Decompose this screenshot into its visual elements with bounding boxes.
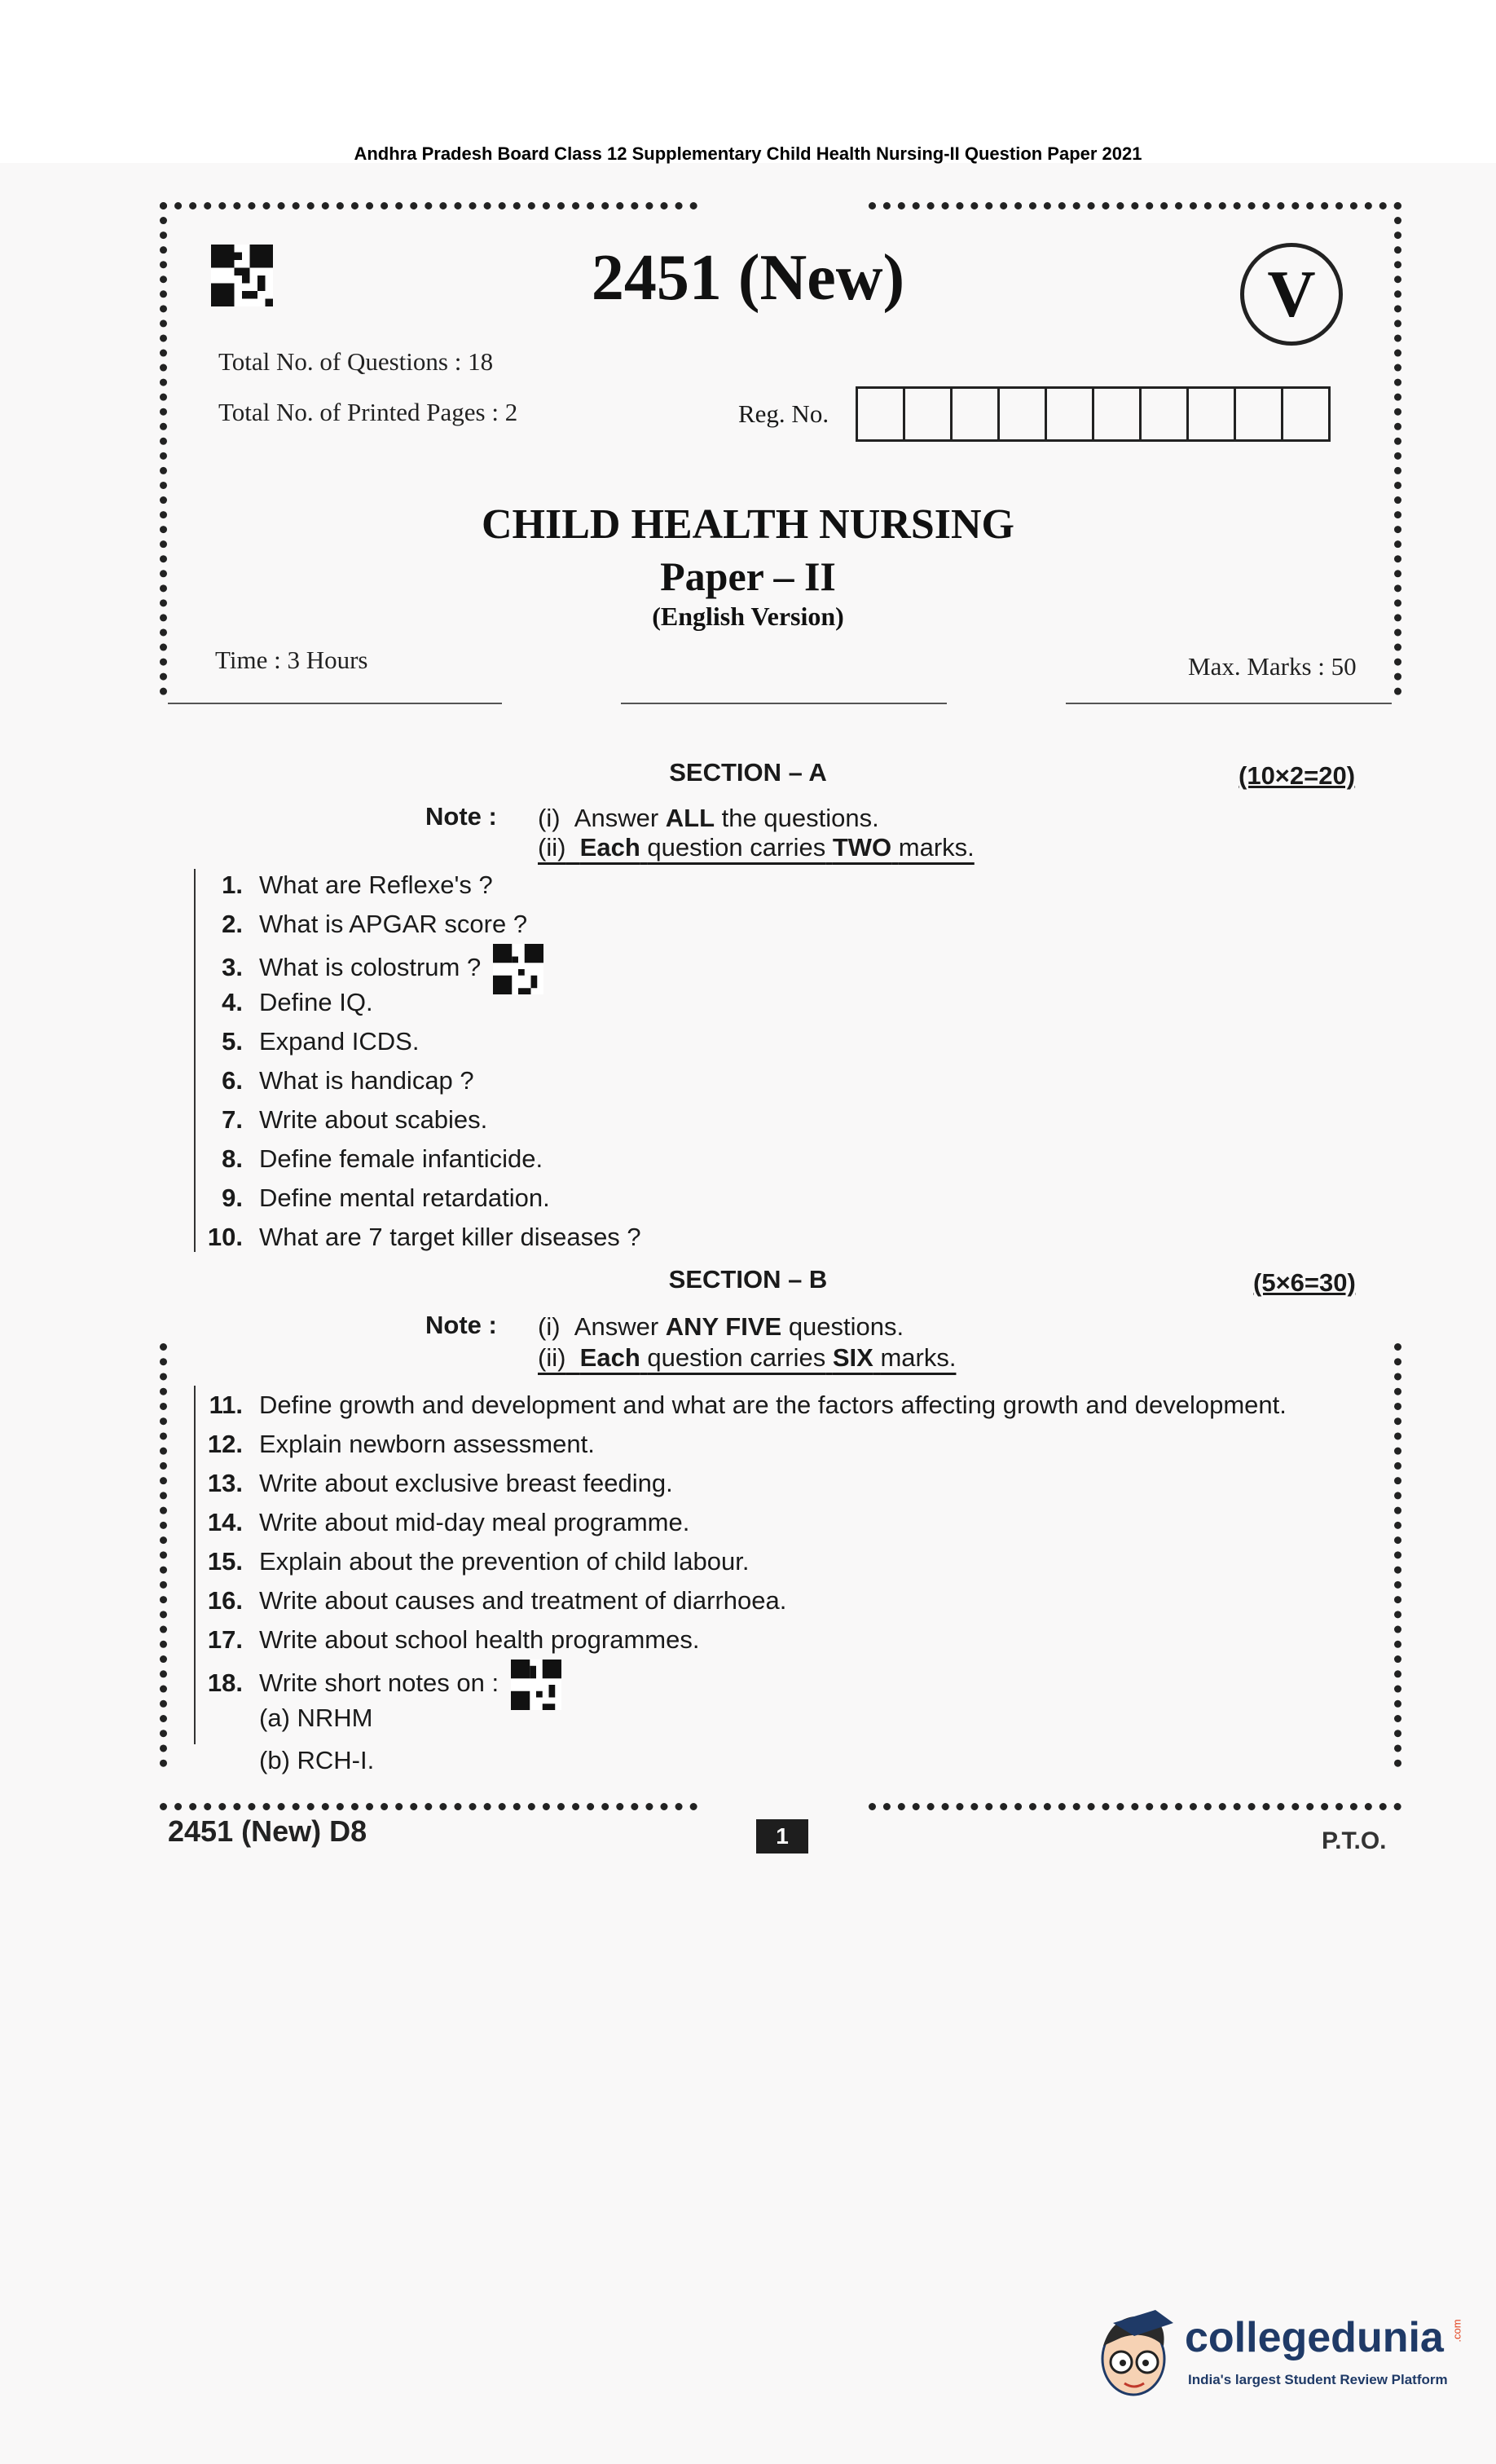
page-number: 1 xyxy=(756,1819,808,1854)
header-rule-left xyxy=(168,703,502,704)
collegedunia-logo[interactable] xyxy=(1089,2305,1472,2403)
brand-name: collegedunia xyxy=(1185,2314,1444,2361)
section-a-note-1: (i) Answer ALL the questions. xyxy=(538,804,879,832)
pto-label: P.T.O. xyxy=(1322,1827,1387,1854)
question-item: 8. Define female infanticide. xyxy=(222,1144,543,1173)
section-b-questions xyxy=(196,1386,1287,1699)
frame-left-border-lower xyxy=(160,1343,167,1767)
question-item: 14. Write about mid-day meal programme. xyxy=(207,1508,690,1536)
question-item: 16. Write about causes and treatment of diarrhoea. xyxy=(207,1586,787,1615)
question-item: 3. What is colostrum ? xyxy=(196,944,641,983)
sub-item-a: (a) NRHM xyxy=(259,1704,373,1732)
language-version: (English Version) xyxy=(652,602,844,631)
section-a-title: SECTION – A xyxy=(669,758,827,787)
section-b-note-1: (i) Answer ANY FIVE questions. xyxy=(538,1312,904,1341)
question-item: 1. What are Reflexe's ? xyxy=(222,871,493,899)
question-item: 17. Write about school health programmes. xyxy=(207,1625,700,1654)
reg-digit-box[interactable] xyxy=(1189,389,1236,439)
version-badge: V xyxy=(1240,243,1343,346)
reg-no-label: Reg. No. xyxy=(738,399,829,428)
brand-dotcom: .com xyxy=(1450,2319,1463,2343)
max-marks: Max. Marks : 50 xyxy=(1188,652,1357,681)
question-item: 2. What is APGAR score ? xyxy=(222,910,528,938)
question-item: 11. Define growth and development and what are the factors affecting growth and development. xyxy=(209,1391,1287,1419)
header-rule-middle xyxy=(621,703,947,704)
section-a-marks: (10×2=20) xyxy=(1239,761,1356,790)
total-pages: Total No. of Printed Pages : 2 xyxy=(218,398,518,426)
reg-no-boxes[interactable] xyxy=(856,386,1331,442)
question-item: 6. What is handicap ? xyxy=(222,1066,474,1095)
section-b-note-label: Note : xyxy=(425,1311,497,1339)
paper-number: Paper – II xyxy=(660,553,836,599)
section-a-note-2: (ii) Each question carries TWO marks. xyxy=(538,833,975,862)
section-a-questions xyxy=(196,866,641,1257)
footer-paper-code: 2451 (New) D8 xyxy=(168,1814,367,1848)
reg-digit-box[interactable] xyxy=(1094,389,1142,439)
sub-item-b: (b) RCH-I. xyxy=(259,1746,375,1774)
question-item: 15. Explain about the prevention of child labour. xyxy=(207,1547,750,1576)
document-title: Andhra Pradesh Board Class 12 Supplementary Child Health Nursing-II Question Paper 2021 xyxy=(354,143,1142,164)
section-a-note-label: Note : xyxy=(425,802,497,831)
frame-bottom-right-border xyxy=(869,1803,1401,1810)
section-b-note-2: (ii) Each question carries SIX marks. xyxy=(538,1343,957,1372)
reg-digit-box[interactable] xyxy=(1283,389,1328,439)
reg-digit-box[interactable] xyxy=(953,389,1000,439)
brand-tagline: India's largest Student Review Platform xyxy=(1188,2372,1448,2387)
question-item: 12. Explain newborn assessment. xyxy=(207,1430,595,1458)
frame-bottom-left-border xyxy=(160,1803,697,1810)
frame-top-right-border xyxy=(869,202,1401,209)
frame-top-left-border xyxy=(160,202,697,209)
question-item: 18. Write short notes on : xyxy=(196,1660,1287,1699)
mascot-icon xyxy=(1089,2305,1178,2401)
subject-title: CHILD HEALTH NURSING xyxy=(481,501,1014,548)
question-item: 9. Define mental retardation. xyxy=(222,1184,550,1212)
reg-digit-box[interactable] xyxy=(1142,389,1189,439)
time-allowed: Time : 3 Hours xyxy=(215,646,368,674)
paper-code: 2451 (New) xyxy=(591,242,905,314)
reg-digit-box[interactable] xyxy=(858,389,905,439)
reg-digit-box[interactable] xyxy=(1047,389,1094,439)
section-b-title: SECTION – B xyxy=(668,1265,828,1294)
question-item: 5. Expand ICDS. xyxy=(222,1027,420,1056)
qr-code-icon xyxy=(511,1660,561,1710)
header-rule-right xyxy=(1066,703,1392,704)
question-item: 7. Write about scabies. xyxy=(222,1105,488,1134)
question-item: 10. What are 7 target killer diseases ? xyxy=(207,1223,641,1251)
reg-digit-box[interactable] xyxy=(1000,389,1047,439)
reg-digit-box[interactable] xyxy=(905,389,953,439)
question-item: 4. Define IQ. xyxy=(222,988,373,1016)
section-b-marks: (5×6=30) xyxy=(1253,1268,1356,1297)
total-questions: Total No. of Questions : 18 xyxy=(218,347,494,376)
reg-digit-box[interactable] xyxy=(1236,389,1283,439)
question-item: 13. Write about exclusive breast feeding. xyxy=(207,1469,673,1497)
frame-right-border-lower xyxy=(1394,1343,1401,1767)
